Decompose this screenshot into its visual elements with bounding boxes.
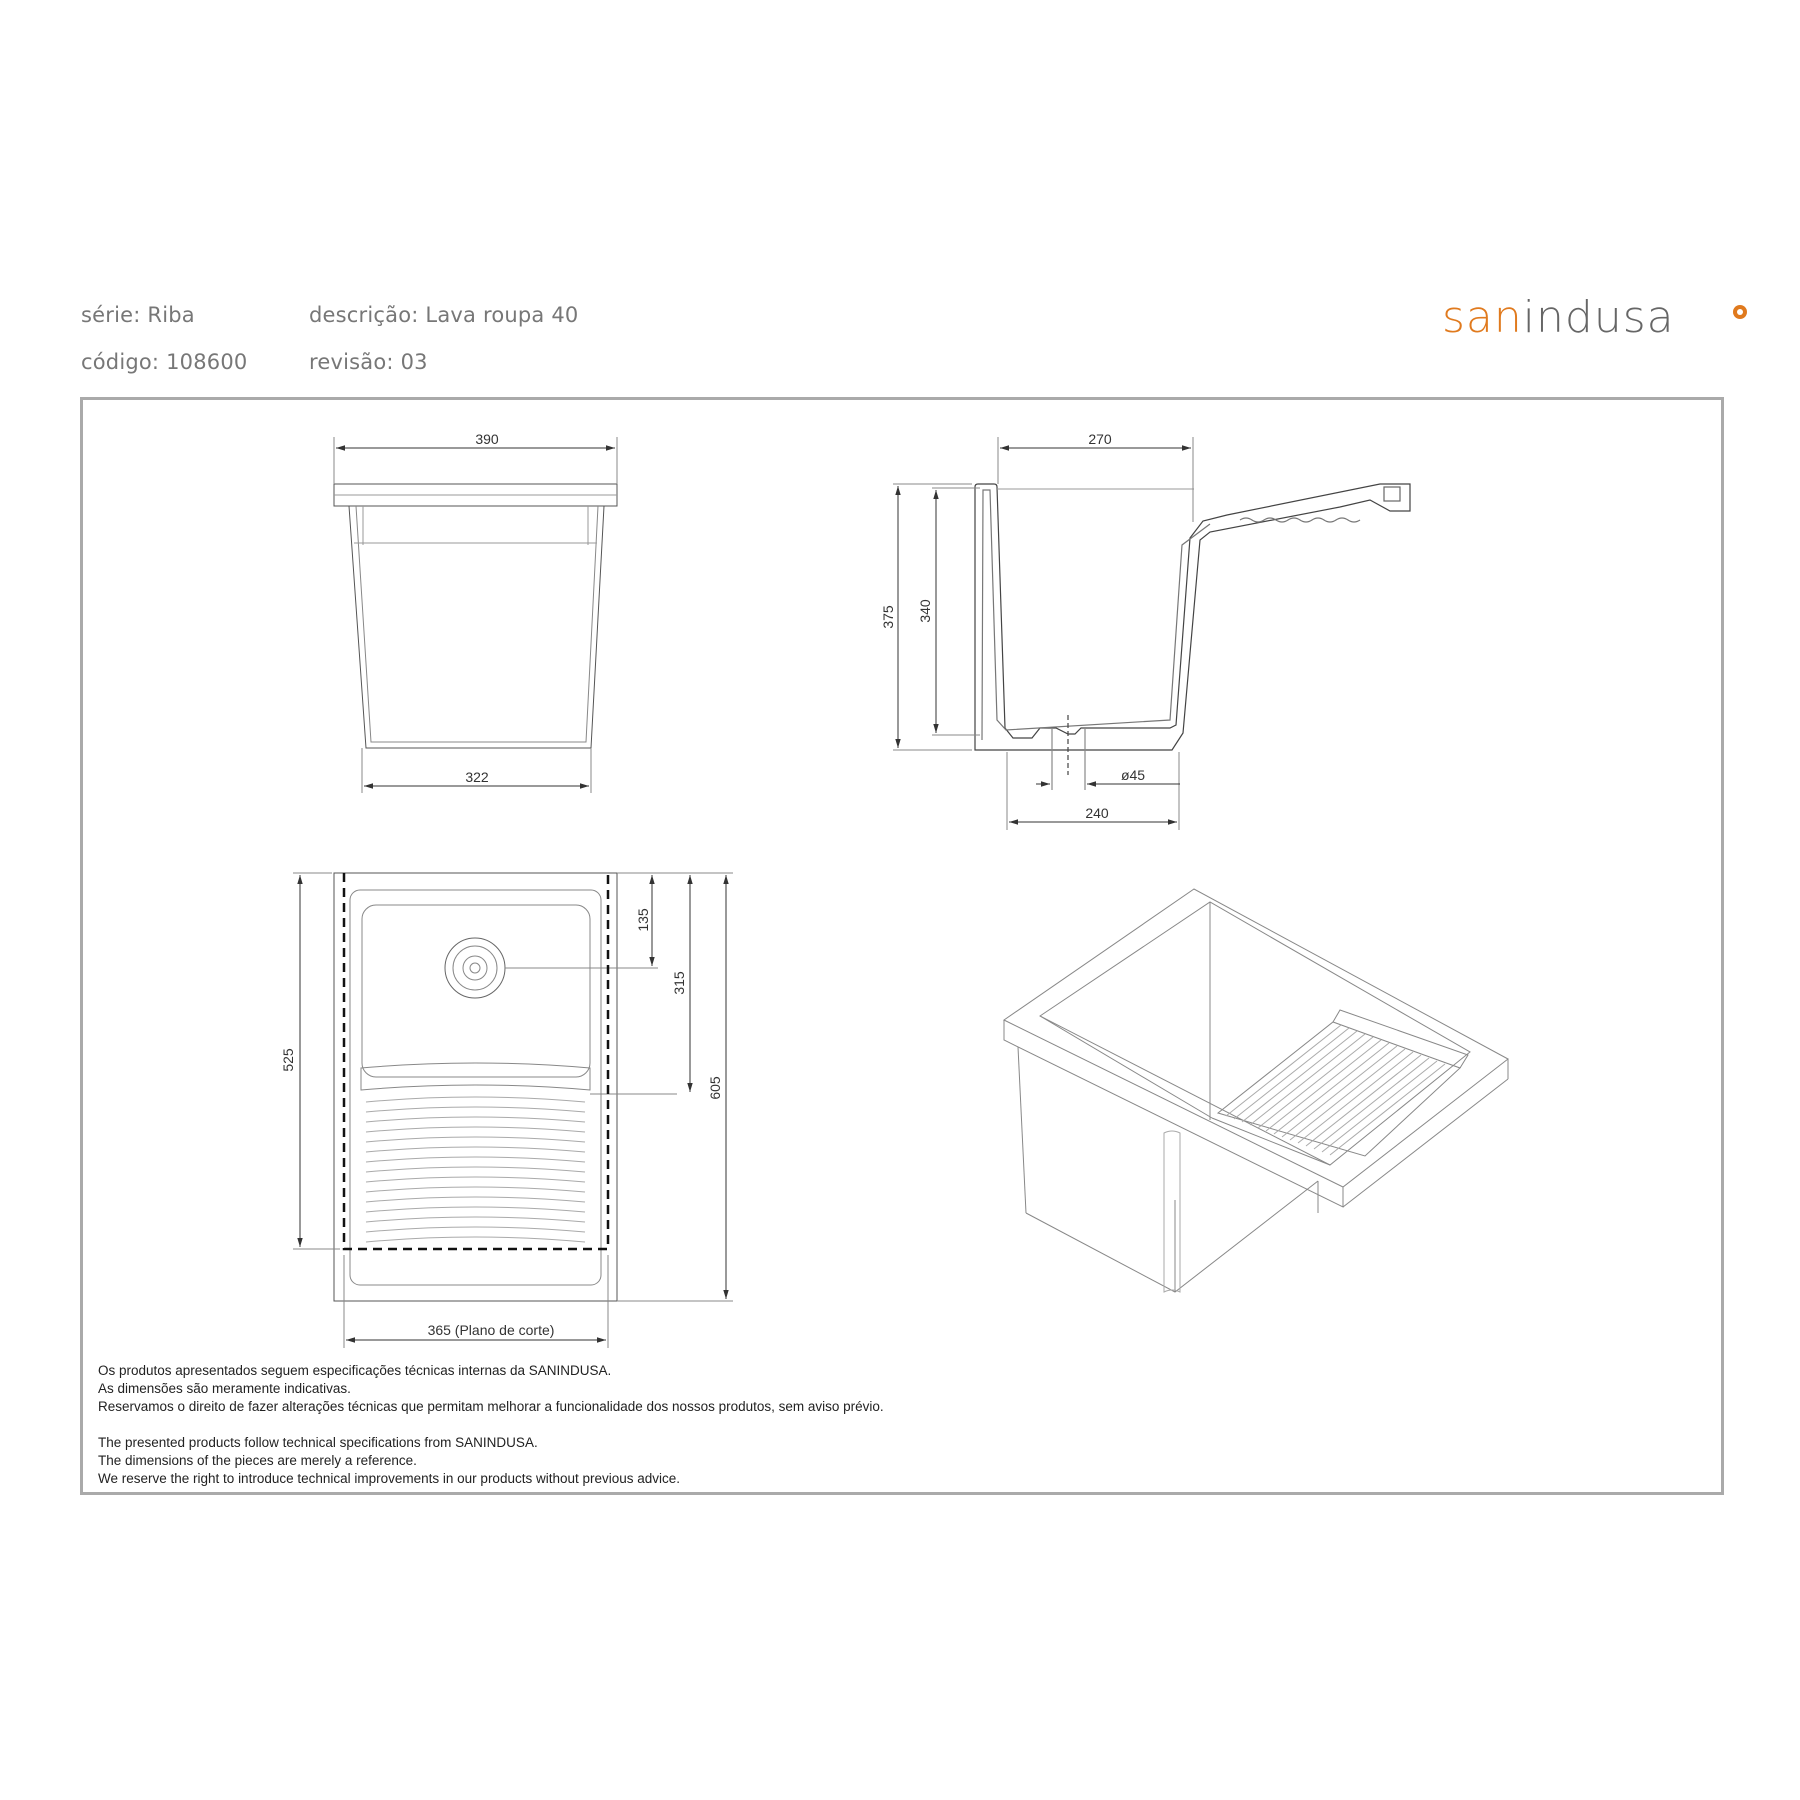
dim-525: 525 [280, 1048, 296, 1072]
descricao-label: descrição: Lava roupa 40 [309, 303, 579, 327]
dim-375: 375 [880, 605, 896, 629]
dim-diam-45: ø45 [1120, 767, 1146, 783]
note-en-1: The presented products follow technical specifications from SANINDUSA. [98, 1435, 538, 1450]
dim-322: 322 [465, 769, 489, 785]
dim-315: 315 [671, 971, 687, 995]
front-view [334, 437, 617, 793]
note-pt-2: As dimensões são meramente indicativas. [98, 1381, 351, 1396]
note-pt-1: Os produtos apresentados seguem especificações técnicas internas da SANINDUSA. [98, 1363, 612, 1378]
dim-270: 270 [1088, 431, 1112, 447]
dim-135: 135 [635, 908, 651, 932]
logo-text-indusa: indusa [1522, 292, 1675, 343]
dim-240: 240 [1085, 805, 1109, 821]
revisao-label: revisão: 03 [309, 350, 428, 374]
dim-365-cut-plane: 365 (Plano de corte) [427, 1322, 555, 1338]
note-pt-3: Reservamos o direito de fazer alterações técnicas que permitam melhorar a funcionalidade dos nossos produtos, sem aviso prévio. [98, 1399, 884, 1414]
note-en-3: We reserve the right to introduce technical improvements in our products without previous advice. [98, 1471, 681, 1486]
serie-label: série: Riba [81, 303, 195, 327]
isometric-view [1004, 889, 1508, 1292]
dim-390: 390 [475, 431, 499, 447]
dim-605: 605 [707, 1076, 723, 1100]
plan-view [293, 873, 733, 1348]
codigo-label: código: 108600 [81, 350, 248, 374]
side-section [893, 437, 1410, 830]
note-en-2: The dimensions of the pieces are merely a reference. [98, 1453, 417, 1468]
dim-340: 340 [917, 599, 933, 623]
logo-text-san: san [1442, 292, 1523, 343]
